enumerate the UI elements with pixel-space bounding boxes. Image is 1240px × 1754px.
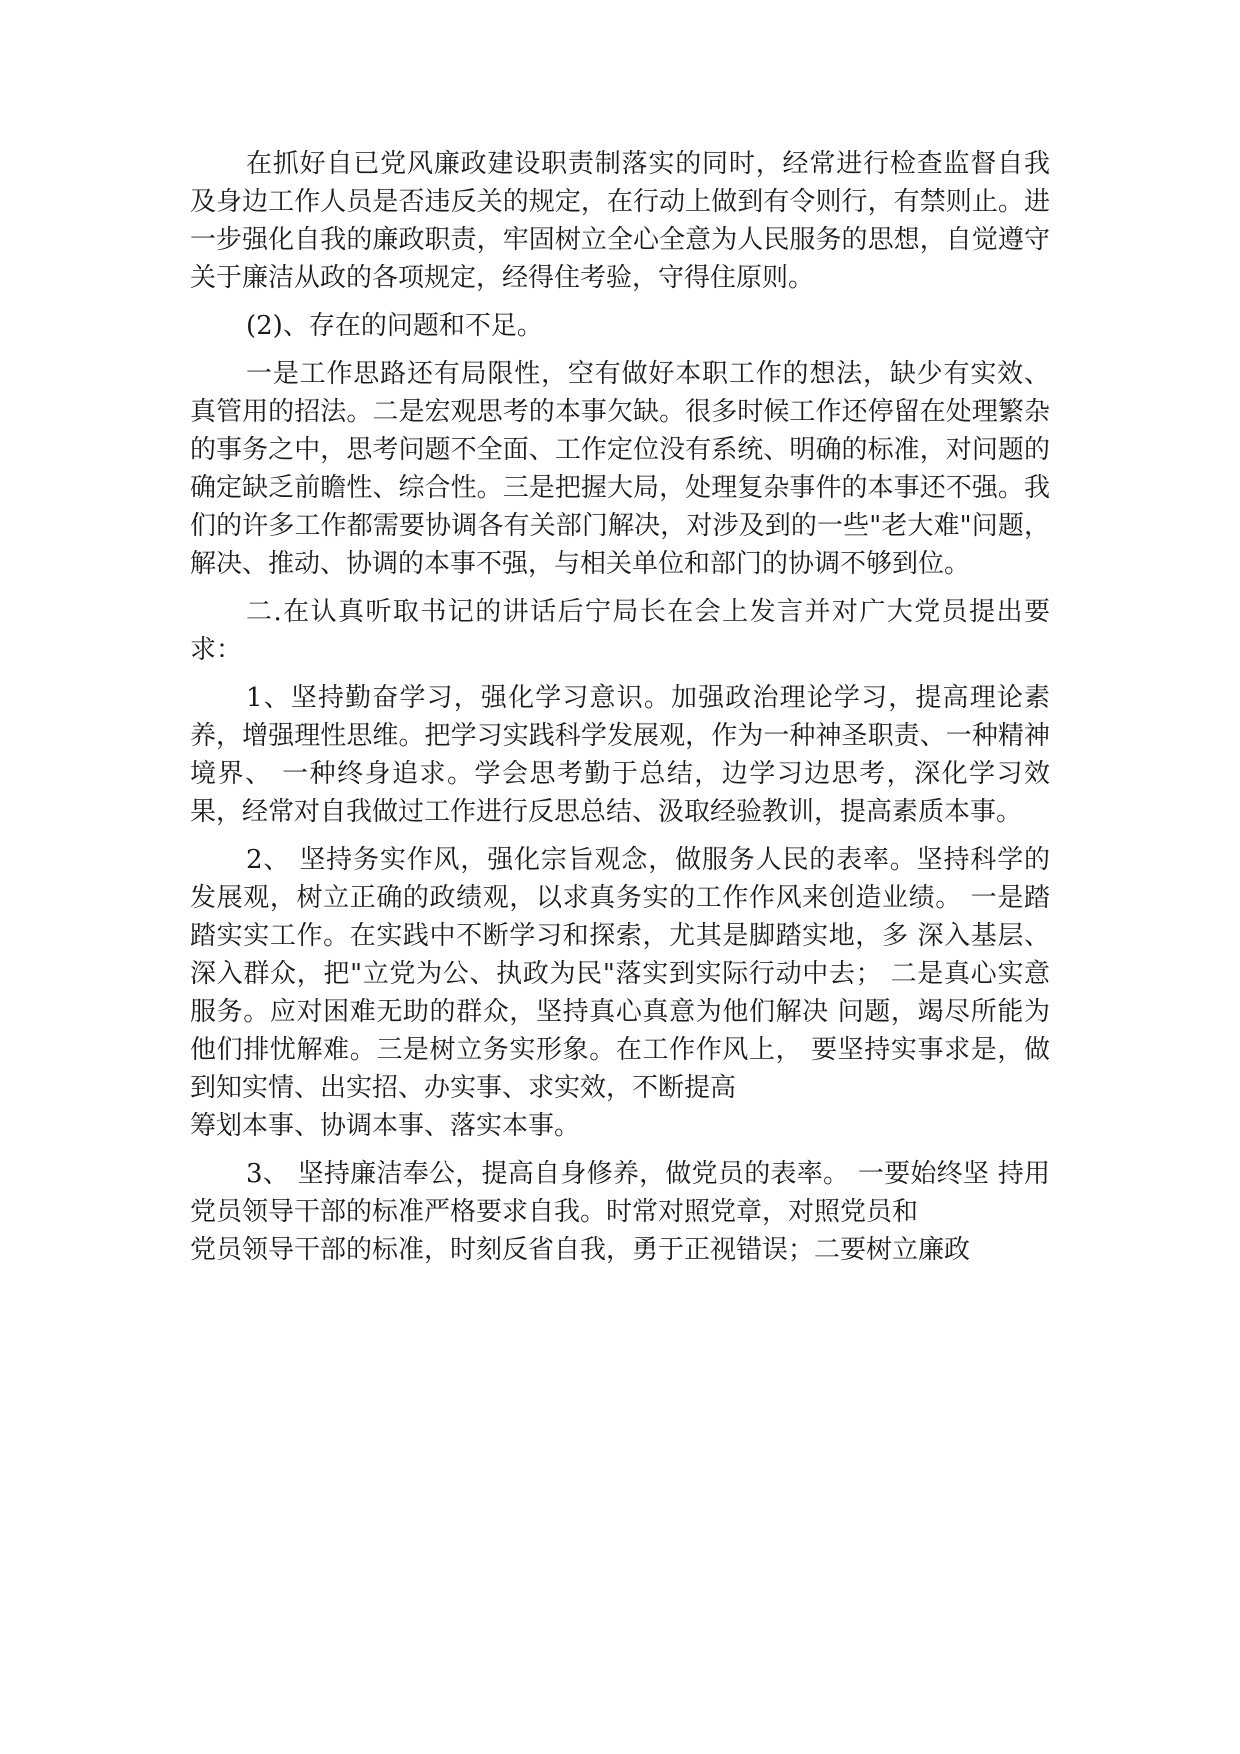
paragraph-requirement-two-continued: 筹划本事、协调本事、落实本事。 bbox=[190, 1111, 581, 1141]
paragraph-requirement-one: 1、坚持勤奋学习，强化学习意识。加强政治理论学习，提高理论素养，增强理性思维。把学习实践科学发展观，作为一种神圣职责、一种精神境界、 一种终身追求。学会思考勤于总结，边学习边思考，深化学习效果，经常对自我做过工作进行反思总结、汲取经验教训，提高素质本事。 bbox=[190, 683, 1050, 827]
paragraph-requirement-three-continued: 党员领导干部的标准，时刻反省自我，勇于正视错误；二要树立廉政 bbox=[190, 1235, 971, 1265]
paragraph-requirement-three: 3、 坚持廉洁奉公，提高自身修养，做党员的表率。 一要始终坚 持用党员领导干部的标准严格要求自我。时常对照党章，对照党员和 bbox=[190, 1159, 1050, 1227]
paragraph-problems-heading: (2)、存在的问题和不足。 bbox=[246, 311, 543, 341]
paragraph-problems-detail: 一是工作思路还有局限性，空有做好本职工作的想法，缺少有实效、真管用的招法。二是宏观思考的本事欠缺。很多时候工作还停留在处理繁杂的事务之中，思考问题不全面、工作定位没有系统、明确的标准，对问题的确定缺乏前瞻性、综合性。三是把握大局，处理复杂事件的本事还不强。我们的许多工作都需要协调各有关部门解决，对涉及到的一些"老大难"问题，解决、推动、协调的本事不强，与相关单位和部门的协调不够到位。 bbox=[190, 359, 1050, 579]
paragraph-section-two-heading: 二.在认真听取书记的讲话后宁局长在会上发言并对广大党员提出要求： bbox=[190, 597, 1050, 665]
document-page bbox=[190, 145, 1050, 1279]
paragraph-requirement-two: 2、 坚持务实作风，强化宗旨观念，做服务人民的表率。坚持科学的发展观，树立正确的政绩观，以求真务实的工作作风来创造业绩。 一是踏踏实实工作。在实践中不断学习和探索，尤其是脚踏实地，多 深入基层、深入群众，把"立党为公、执政为民"落实到实际行动中去； 二是真心实意服务。应对困难无助的群众，坚持真心真意为他们解决 问题，竭尽所能为他们排忧解难。三是树立务实形象。在工作作风上， 要坚持实事求是，做到知实情、出实招、办实事、求实效，不断提高 bbox=[190, 845, 1050, 1103]
paragraph-duty-implementation: 在抓好自已党风廉政建设职责制落实的同时，经常进行检查监督自我及身边工作人员是否违反关的规定，在行动上做到有令则行，有禁则止。进一步强化自我的廉政职责，牢固树立全心全意为人民服务的思想，自觉遵守关于廉洁从政的各项规定，经得住考验，守得住原则。 bbox=[190, 149, 1050, 293]
